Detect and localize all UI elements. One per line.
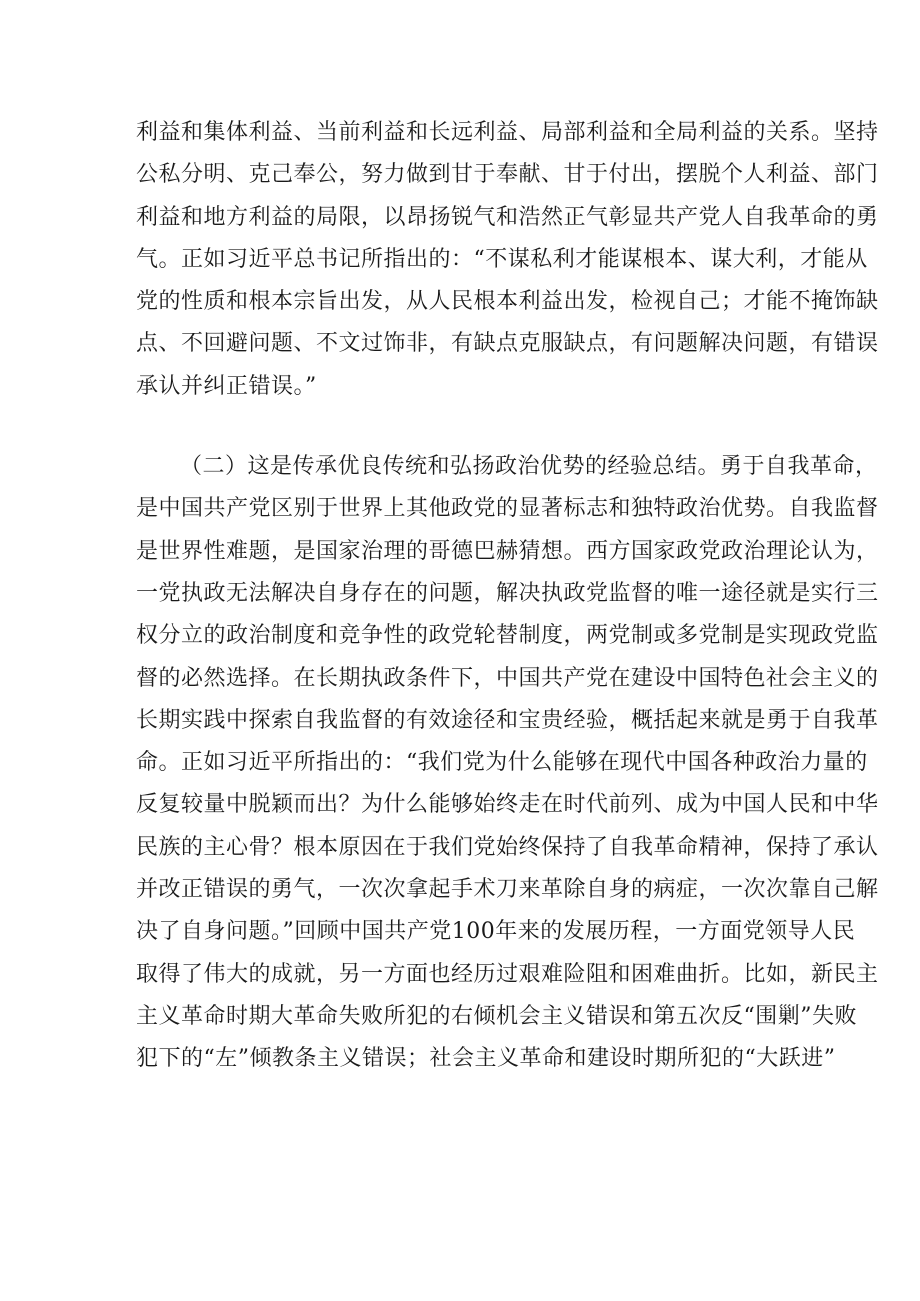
- text-line: 承认并纠正错误。”: [136, 373, 317, 399]
- text-line: 犯下的“左”倾教条主义错误；社会主义革命和建设时期所犯的“大跃进”: [136, 1046, 836, 1072]
- text-line: 一党执政无法解决自身存在的问题，解决执政党监督的唯一途径就是实行三: [136, 580, 879, 606]
- text-line: 利益和集体利益、当前利益和长远利益、局部利益和全局利益的关系。坚持: [136, 120, 879, 145]
- text-line: 并改正错误的勇气，一次次拿起手术刀来革除自身的病症，一次次靠自己解: [136, 877, 879, 903]
- text-line: 党的性质和根本宗旨出发，从人民根本利益出发，检视自己；才能不掩饰缺: [136, 289, 879, 315]
- text-line: 利益和地方利益的局限，以昂扬锐气和浩然正气彰显共产党人自我革命的勇: [136, 204, 879, 230]
- text-line: 气。正如习近平总书记所指出的：“不谋私利才能谋根本、谋大利，才能从: [136, 246, 868, 272]
- text-line: 主义革命时期大革命失败所犯的右倾机会主义错误和第五次反“围剿”失败: [136, 1003, 857, 1029]
- text-line: 是世界性难题，是国家治理的哥德巴赫猜想。西方国家政党政治理论认为，: [136, 538, 879, 564]
- text-line: 反复较量中脱颖而出？为什么能够始终走在时代前列、成为中国人民和中华: [136, 792, 879, 818]
- text-line: （二）这是传承优良传统和弘扬政治优势的经验总结。勇于自我革命，: [180, 454, 878, 480]
- paragraph-1: [136, 112, 879, 408]
- text-line: 民族的主心骨？根本原因在于我们党始终保持了自我革命精神，保持了承认: [136, 834, 879, 860]
- text-line: 决了自身问题。”回顾中国共产党100年来的发展历程，一方面党领导人民: [136, 919, 856, 945]
- paragraph-2: [136, 446, 879, 1080]
- text-line: 公私分明、克己奉公，努力做到甘于奉献、甘于付出，摆脱个人利益、部门: [136, 162, 879, 188]
- text-line: 取得了伟大的成就，另一方面也经历过艰难险阻和困难曲折。比如，新民主: [136, 961, 879, 987]
- paragraph-gap: [136, 408, 800, 446]
- text-line: 长期实践中探索自我监督的有效途径和宝贵经验，概括起来就是勇于自我革: [136, 707, 879, 733]
- text-line: 是中国共产党区别于世界上其他政党的显著标志和独特政治优势。自我监督: [136, 496, 879, 522]
- text-line: 命。正如习近平所指出的：“我们党为什么能够在现代中国各种政治力量的: [136, 750, 868, 776]
- text-line: 点、不回避问题、不文过饰非，有缺点克服缺点，有问题解决问题，有错误: [136, 331, 879, 357]
- text-line: 权分立的政治制度和竞争性的政党轮替制度，两党制或多党制是实现政党监: [136, 623, 879, 649]
- text-line: 督的必然选择。在长期执政条件下，中国共产党在建设中国特色社会主义的: [136, 665, 879, 691]
